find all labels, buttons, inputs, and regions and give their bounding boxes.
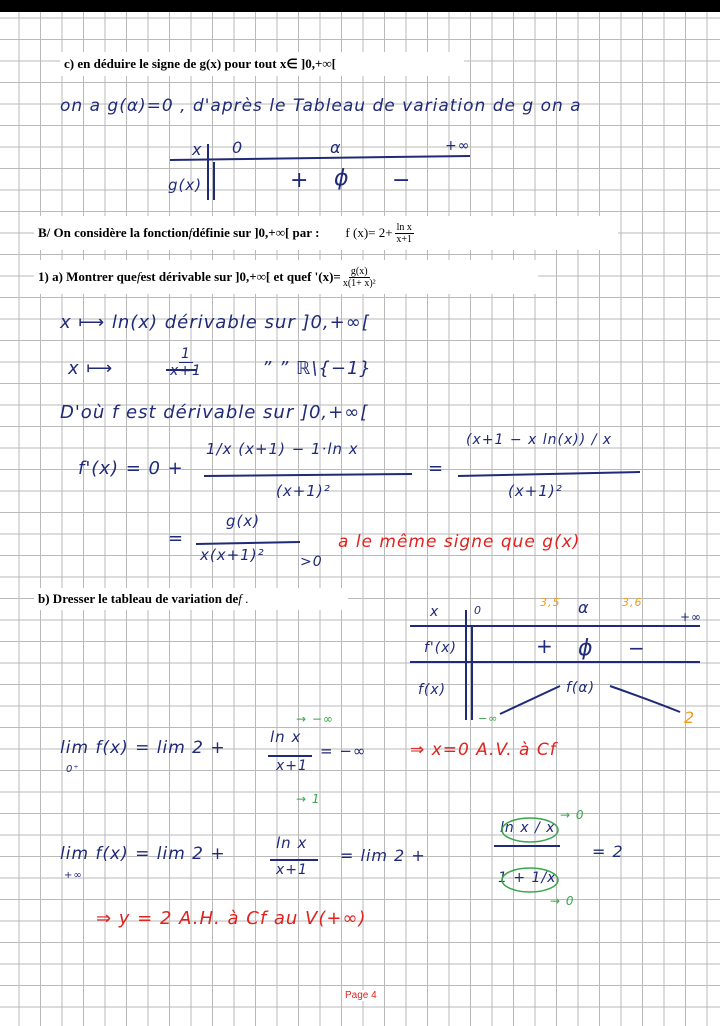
hw-lim2-eq: = lim 2 + <box>340 846 426 865</box>
hw-lim1-den: x+1 <box>276 758 308 774</box>
hw-t2-35: 3,5 <box>540 596 561 609</box>
question-1a-formula: f '(x)= <box>307 269 341 284</box>
hw-line1: x ⟼ ln(x) dérivable sur ]0,+∞[ <box>60 312 370 333</box>
hw-lim1-eq: = −∞ <box>320 742 367 760</box>
hw-t2-x: x <box>430 604 440 620</box>
hw-t2-two: 2 <box>684 708 696 727</box>
hw-t2-plus: + <box>536 634 554 658</box>
hw-t1-plus: + <box>290 168 310 193</box>
f-symbol: f <box>136 269 141 284</box>
hw-deriv-num3: g(x) <box>226 512 261 530</box>
hw-lim2-num2: ln x / x <box>500 820 556 836</box>
hw-deriv-den1: (x+1)² <box>276 482 331 500</box>
hw-t2-zero: 0 <box>474 604 482 617</box>
hw-t2-minus: − <box>628 636 646 660</box>
table1-lines <box>170 144 470 200</box>
table2-lines <box>410 610 703 720</box>
hw-deriv-gt0: >0 <box>300 554 323 570</box>
hw-deriv-num1: 1/x (x+1) − 1·ln x <box>206 440 359 458</box>
hw-lim2-arrow1: → 0 <box>560 808 585 822</box>
question-1a-prefix: 1) a) Montrer que <box>38 269 137 284</box>
hw-lim1-concl: ⇒ x=0 A.V. à Cf <box>410 740 557 760</box>
hw-lim2-num: ln x <box>276 834 308 852</box>
hw-lim2-res: = 2 <box>592 842 624 861</box>
hw-lim2-lhs: lim f(x) = lim 2 + <box>60 844 226 864</box>
hw-t2-phi: ϕ <box>578 636 594 661</box>
hw-line2b: ” ” ℝ\{−1} <box>262 358 372 379</box>
hw-lim2-sub: +∞ <box>64 870 83 881</box>
hw-line3: D'où f est dérivable sur ]0,+∞[ <box>60 402 369 423</box>
hw-t1-phi: ϕ <box>334 166 350 191</box>
hw-lim2-arrow2: → 0 <box>550 894 575 908</box>
hw-t1-zero: 0 <box>232 138 244 157</box>
hw-deriv-lhs: f'(x) = 0 + <box>78 458 184 479</box>
question-1a-fraction: $\frac{g(x)}{\text{x(1+ x)²}}$ <box>342 265 376 289</box>
hw-t2-falpha: f(α) <box>566 680 596 696</box>
question-b-text: b) Dresser le tableau de variation de <box>38 591 239 606</box>
hw-deriv-eq2: = <box>168 528 185 549</box>
question-B-prefix: B/ On considère la fonction <box>38 225 189 240</box>
hw-t1-minus: − <box>392 168 412 193</box>
question-B-fraction: $\frac{\text{ln x}}{x+1}$ <box>396 221 413 245</box>
hw-line2a: x ⟼ <box>68 358 114 379</box>
question-c-text: c) en déduire le signe de g(x) pour tout x∈ ]0,+∞[ <box>64 56 336 71</box>
question-1a-mid: est dérivable sur ]0,+∞[ et que <box>140 269 308 284</box>
top-black-bar <box>0 0 720 12</box>
hw-t2-36: 3,6 <box>622 596 643 609</box>
hw-lim1-arrow-bot: → 1 <box>296 792 321 806</box>
hw-lim1-num: ln x <box>270 728 302 746</box>
hw-lim2-den2: 1 + 1/x <box>498 870 557 886</box>
hw-t2-minf: −∞ <box>478 712 499 725</box>
hw-red-note: a le même signe que g(x) <box>338 532 581 552</box>
hw-t2-alpha: α <box>578 598 590 617</box>
f-symbol: f <box>188 225 193 240</box>
question-B-formula: f (x)= 2+ <box>345 225 393 240</box>
hw-final: ⇒ y = 2 A.H. à Cf au V(+∞) <box>96 908 367 929</box>
hw-t2-fx: f(x) <box>418 682 447 698</box>
hw-c-answer: on a g(α)=0 , d'après le Tableau de variation de g on a <box>60 96 582 116</box>
question-c <box>60 52 464 76</box>
hw-lim1-arrow-top: → −∞ <box>296 712 334 726</box>
f-symbol-3: f <box>238 591 242 606</box>
hw-t2-inf: +∞ <box>680 610 703 624</box>
question-B <box>34 216 618 250</box>
hw-t1-inf: +∞ <box>445 138 471 154</box>
hw-lim2-den: x+1 <box>276 862 308 878</box>
question-1a <box>34 260 538 294</box>
hw-line2-frac: $\frac{1}{x+1}$ <box>170 346 202 379</box>
hw-t1-alpha: α <box>330 138 342 157</box>
page-number: Page 4 <box>345 990 377 1001</box>
hw-deriv-eq: = <box>428 458 445 479</box>
hw-t1-gx: g(x) <box>168 176 203 194</box>
hw-lim1-lhs: lim f(x) = lim 2 + <box>60 738 226 758</box>
hw-lim1-sub: 0⁺ <box>66 764 80 775</box>
hw-t1-x: x <box>192 140 203 159</box>
hw-t2-fprime: f'(x) <box>424 640 457 656</box>
question-B-mid: définie sur ]0,+∞[ par : <box>192 225 320 240</box>
question-b: b) Dresser le tableau de variation de f . <box>34 588 348 610</box>
hw-deriv-den2: (x+1)² <box>508 482 563 500</box>
limit-fraction-bars <box>268 756 560 860</box>
hw-deriv-den3: x(x+1)² <box>200 546 265 564</box>
hw-deriv-num2: (x+1 − x ln(x)) / x <box>466 432 613 448</box>
